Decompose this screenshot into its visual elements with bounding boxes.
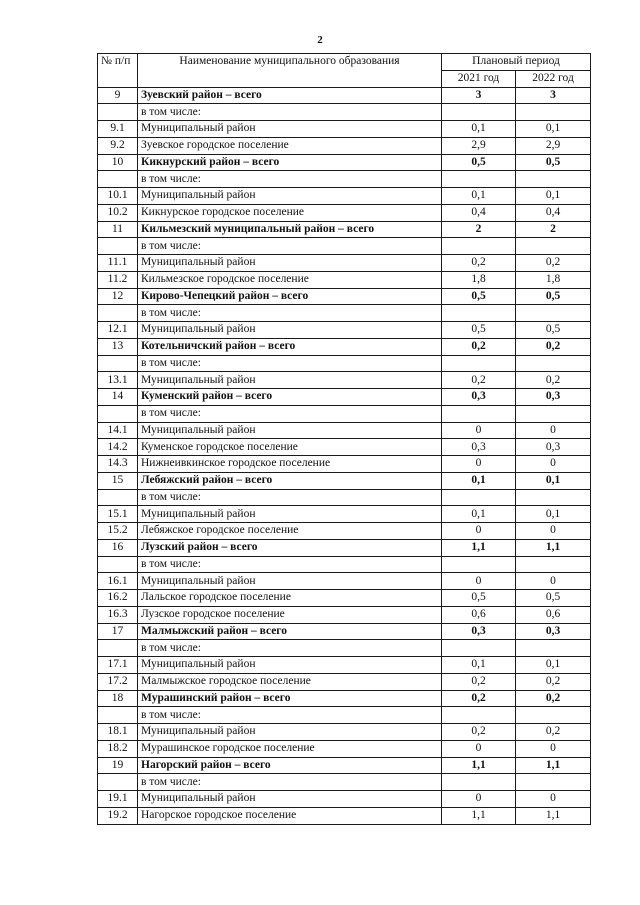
row-value-2021-cell: [442, 238, 516, 255]
row-name-cell: Муниципальный район: [138, 422, 442, 439]
row-value-2021-cell: 2,9: [442, 137, 516, 154]
row-name-cell: Кикнурский район – всего: [138, 154, 442, 171]
row-name-cell: в том числе:: [138, 707, 442, 724]
table-row: [98, 204, 591, 221]
row-value-2022-cell: [516, 707, 591, 724]
row-value-2021-cell: 0,5: [442, 590, 516, 607]
row-value-2021-cell: 0,2: [442, 673, 516, 690]
table-row: [98, 439, 591, 456]
row-name-cell: Мурашинское городское поселение: [138, 740, 442, 757]
row-value-2022-cell: 0,1: [516, 506, 591, 523]
row-name-cell: в том числе:: [138, 774, 442, 791]
row-name-cell: Муниципальный район: [138, 188, 442, 205]
row-value-2021-cell: 0,5: [442, 288, 516, 305]
table-row: [98, 489, 591, 506]
row-name-cell: Муниципальный район: [138, 657, 442, 674]
table-row-total: [98, 288, 591, 305]
row-number-cell: 14.2: [98, 439, 138, 456]
table-row: [98, 791, 591, 808]
row-number-cell: [98, 556, 138, 573]
row-number-cell: 14.3: [98, 456, 138, 473]
table-row: [98, 724, 591, 741]
row-number-cell: [98, 405, 138, 422]
row-value-2021-cell: 0,5: [442, 154, 516, 171]
row-name-cell: Куменский район – всего: [138, 389, 442, 406]
row-name-cell: Мурашинский район – всего: [138, 690, 442, 707]
row-name-cell: Нагорское городское поселение: [138, 807, 442, 824]
table-row-total: [98, 221, 591, 238]
table-row-total: [98, 690, 591, 707]
row-value-2022-cell: 0: [516, 456, 591, 473]
row-value-2021-cell: 0,3: [442, 623, 516, 640]
row-name-cell: Муниципальный район: [138, 322, 442, 339]
row-value-2022-cell: 0,1: [516, 121, 591, 138]
row-name-cell: Лебяжский район – всего: [138, 472, 442, 489]
row-name-cell: Муниципальный район: [138, 724, 442, 741]
row-value-2022-cell: 0,2: [516, 255, 591, 272]
row-value-2022-cell: [516, 171, 591, 188]
table-row: [98, 807, 591, 824]
row-value-2022-cell: 0,1: [516, 472, 591, 489]
row-value-2022-cell: 0,3: [516, 439, 591, 456]
table-row: [98, 121, 591, 138]
row-name-cell: в том числе:: [138, 171, 442, 188]
table-row-total: [98, 338, 591, 355]
table-row-total: [98, 87, 591, 104]
row-number-cell: 16.1: [98, 573, 138, 590]
row-value-2022-cell: 0,6: [516, 606, 591, 623]
row-value-2021-cell: [442, 707, 516, 724]
header-number: № п/п: [98, 54, 138, 88]
row-value-2022-cell: [516, 104, 591, 121]
table-row: [98, 707, 591, 724]
row-name-cell: Муниципальный район: [138, 121, 442, 138]
table-row: [98, 422, 591, 439]
row-value-2021-cell: 0,6: [442, 606, 516, 623]
row-value-2022-cell: [516, 774, 591, 791]
row-number-cell: 15.1: [98, 506, 138, 523]
row-value-2021-cell: 1,8: [442, 271, 516, 288]
row-name-cell: в том числе:: [138, 305, 442, 322]
row-value-2022-cell: 0,5: [516, 590, 591, 607]
row-name-cell: Лебяжское городское поселение: [138, 523, 442, 540]
row-value-2022-cell: 0,2: [516, 724, 591, 741]
row-value-2021-cell: 0: [442, 791, 516, 808]
row-name-cell: в том числе:: [138, 104, 442, 121]
row-number-cell: 10: [98, 154, 138, 171]
row-value-2021-cell: 0: [442, 740, 516, 757]
row-name-cell: Муниципальный район: [138, 255, 442, 272]
row-value-2021-cell: 0,2: [442, 338, 516, 355]
table-header: [98, 54, 591, 88]
table-row: [98, 255, 591, 272]
row-value-2022-cell: 1,8: [516, 271, 591, 288]
row-number-cell: 10.1: [98, 188, 138, 205]
row-value-2021-cell: 0: [442, 422, 516, 439]
row-number-cell: [98, 707, 138, 724]
row-name-cell: Муниципальный район: [138, 791, 442, 808]
table-row-total: [98, 472, 591, 489]
header-year-2022: 2022 год: [516, 70, 591, 87]
row-value-2022-cell: 1,1: [516, 757, 591, 774]
row-name-cell: Лузский район – всего: [138, 539, 442, 556]
row-value-2021-cell: 0,1: [442, 506, 516, 523]
row-value-2021-cell: [442, 355, 516, 372]
row-value-2022-cell: 0: [516, 791, 591, 808]
row-value-2021-cell: 1,1: [442, 757, 516, 774]
row-number-cell: 19.2: [98, 807, 138, 824]
row-name-cell: Муниципальный район: [138, 506, 442, 523]
row-value-2021-cell: [442, 305, 516, 322]
row-name-cell: Кильмезский муниципальный район – всего: [138, 221, 442, 238]
row-value-2022-cell: 2,9: [516, 137, 591, 154]
row-value-2021-cell: 0,5: [442, 322, 516, 339]
row-name-cell: в том числе:: [138, 238, 442, 255]
row-value-2021-cell: 0,1: [442, 472, 516, 489]
row-number-cell: 10.2: [98, 204, 138, 221]
table-row: [98, 590, 591, 607]
row-number-cell: 12.1: [98, 322, 138, 339]
table-row: [98, 355, 591, 372]
row-name-cell: Нагорский район – всего: [138, 757, 442, 774]
row-name-cell: Зуевское городское поселение: [138, 137, 442, 154]
table-row: [98, 305, 591, 322]
row-name-cell: Котельничский район – всего: [138, 338, 442, 355]
row-value-2022-cell: 3: [516, 87, 591, 104]
table-row: [98, 640, 591, 657]
row-value-2021-cell: [442, 405, 516, 422]
row-name-cell: Кирово-Чепецкий район – всего: [138, 288, 442, 305]
table-row: [98, 238, 591, 255]
row-name-cell: Малмыжский район – всего: [138, 623, 442, 640]
table-row: [98, 740, 591, 757]
row-value-2021-cell: 0,2: [442, 372, 516, 389]
table-row: [98, 188, 591, 205]
table-row: [98, 171, 591, 188]
row-number-cell: 14: [98, 389, 138, 406]
header-year-2021: 2021 год: [442, 70, 516, 87]
row-number-cell: [98, 104, 138, 121]
row-value-2022-cell: [516, 305, 591, 322]
row-number-cell: 9.1: [98, 121, 138, 138]
budget-table: [97, 53, 591, 825]
row-value-2022-cell: 0,1: [516, 188, 591, 205]
table-row-total: [98, 623, 591, 640]
row-value-2022-cell: 1,1: [516, 807, 591, 824]
row-value-2021-cell: 0,3: [442, 439, 516, 456]
row-number-cell: 16.3: [98, 606, 138, 623]
table-row: [98, 774, 591, 791]
row-number-cell: 15.2: [98, 523, 138, 540]
row-value-2022-cell: 0,3: [516, 623, 591, 640]
row-number-cell: 18.1: [98, 724, 138, 741]
row-value-2021-cell: [442, 774, 516, 791]
row-number-cell: [98, 238, 138, 255]
table-row: [98, 606, 591, 623]
table-row: [98, 556, 591, 573]
row-number-cell: 16: [98, 539, 138, 556]
row-number-cell: 18: [98, 690, 138, 707]
row-number-cell: 16.2: [98, 590, 138, 607]
row-value-2021-cell: 2: [442, 221, 516, 238]
row-number-cell: 18.2: [98, 740, 138, 757]
row-value-2021-cell: 0: [442, 456, 516, 473]
table-row-total: [98, 757, 591, 774]
row-value-2022-cell: 0,2: [516, 673, 591, 690]
row-value-2021-cell: 0,2: [442, 255, 516, 272]
row-number-cell: [98, 640, 138, 657]
row-value-2022-cell: 2: [516, 221, 591, 238]
row-number-cell: 9.2: [98, 137, 138, 154]
row-number-cell: 11.1: [98, 255, 138, 272]
row-name-cell: Кикнурское городское поселение: [138, 204, 442, 221]
page-number: 2: [317, 34, 323, 46]
row-value-2021-cell: 0,1: [442, 188, 516, 205]
row-value-2022-cell: [516, 238, 591, 255]
row-value-2022-cell: 0: [516, 740, 591, 757]
row-number-cell: 13.1: [98, 372, 138, 389]
row-value-2022-cell: 0: [516, 523, 591, 540]
row-value-2022-cell: [516, 556, 591, 573]
row-value-2022-cell: 0,2: [516, 372, 591, 389]
row-number-cell: 19.1: [98, 791, 138, 808]
row-number-cell: [98, 774, 138, 791]
table-row: [98, 456, 591, 473]
table-row: [98, 573, 591, 590]
row-number-cell: 11: [98, 221, 138, 238]
row-value-2021-cell: 0,1: [442, 657, 516, 674]
row-value-2021-cell: [442, 104, 516, 121]
row-value-2022-cell: 1,1: [516, 539, 591, 556]
row-value-2022-cell: [516, 355, 591, 372]
table-row-total: [98, 154, 591, 171]
row-name-cell: в том числе:: [138, 355, 442, 372]
table-row-total: [98, 389, 591, 406]
table-row-total: [98, 539, 591, 556]
row-value-2022-cell: [516, 640, 591, 657]
row-value-2021-cell: 0,2: [442, 690, 516, 707]
row-value-2022-cell: 0: [516, 573, 591, 590]
row-value-2021-cell: 0,3: [442, 389, 516, 406]
row-name-cell: в том числе:: [138, 640, 442, 657]
row-value-2022-cell: 0: [516, 422, 591, 439]
row-number-cell: [98, 305, 138, 322]
row-name-cell: Куменское городское поселение: [138, 439, 442, 456]
row-value-2021-cell: 0,1: [442, 121, 516, 138]
row-number-cell: [98, 171, 138, 188]
row-name-cell: в том числе:: [138, 405, 442, 422]
row-value-2022-cell: 0,5: [516, 322, 591, 339]
row-number-cell: 17: [98, 623, 138, 640]
table-row: [98, 322, 591, 339]
table-body: [98, 87, 591, 824]
row-number-cell: 12: [98, 288, 138, 305]
row-value-2022-cell: [516, 405, 591, 422]
row-value-2021-cell: 1,1: [442, 807, 516, 824]
row-value-2022-cell: 0,5: [516, 154, 591, 171]
row-number-cell: [98, 355, 138, 372]
header-period: Плановый период: [442, 54, 591, 71]
row-value-2022-cell: 0,2: [516, 690, 591, 707]
table-row: [98, 271, 591, 288]
row-name-cell: Муниципальный район: [138, 573, 442, 590]
row-number-cell: 11.2: [98, 271, 138, 288]
row-number-cell: 9: [98, 87, 138, 104]
row-name-cell: Лальское городское поселение: [138, 590, 442, 607]
row-value-2022-cell: 0,5: [516, 288, 591, 305]
table-row: [98, 506, 591, 523]
row-number-cell: 13: [98, 338, 138, 355]
row-value-2021-cell: [442, 489, 516, 506]
table-row: [98, 673, 591, 690]
row-number-cell: 17.1: [98, 657, 138, 674]
row-number-cell: 15: [98, 472, 138, 489]
row-value-2021-cell: 1,1: [442, 539, 516, 556]
row-value-2021-cell: [442, 640, 516, 657]
table-row: [98, 104, 591, 121]
row-name-cell: Малмыжское городское поселение: [138, 673, 442, 690]
row-value-2021-cell: 0: [442, 523, 516, 540]
row-number-cell: 17.2: [98, 673, 138, 690]
row-name-cell: Нижнеивкинское городское поселение: [138, 456, 442, 473]
row-name-cell: в том числе:: [138, 489, 442, 506]
row-value-2022-cell: 0,1: [516, 657, 591, 674]
row-value-2022-cell: 0,3: [516, 389, 591, 406]
table-row: [98, 137, 591, 154]
row-value-2021-cell: 0: [442, 573, 516, 590]
row-value-2022-cell: 0,4: [516, 204, 591, 221]
row-value-2021-cell: 0,4: [442, 204, 516, 221]
row-name-cell: Зуевский район – всего: [138, 87, 442, 104]
row-name-cell: Муниципальный район: [138, 372, 442, 389]
row-name-cell: Лузское городское поселение: [138, 606, 442, 623]
table-row: [98, 657, 591, 674]
table-row: [98, 523, 591, 540]
table-row: [98, 405, 591, 422]
row-value-2021-cell: [442, 556, 516, 573]
row-number-cell: [98, 489, 138, 506]
row-number-cell: 19: [98, 757, 138, 774]
table-row: [98, 372, 591, 389]
header-name: Наименование муниципального образования: [138, 54, 442, 88]
row-value-2021-cell: [442, 171, 516, 188]
row-value-2022-cell: [516, 489, 591, 506]
row-name-cell: в том числе:: [138, 556, 442, 573]
row-name-cell: Кильмезское городское поселение: [138, 271, 442, 288]
row-value-2021-cell: 0,2: [442, 724, 516, 741]
row-number-cell: 14.1: [98, 422, 138, 439]
row-value-2022-cell: 0,2: [516, 338, 591, 355]
row-value-2021-cell: 3: [442, 87, 516, 104]
